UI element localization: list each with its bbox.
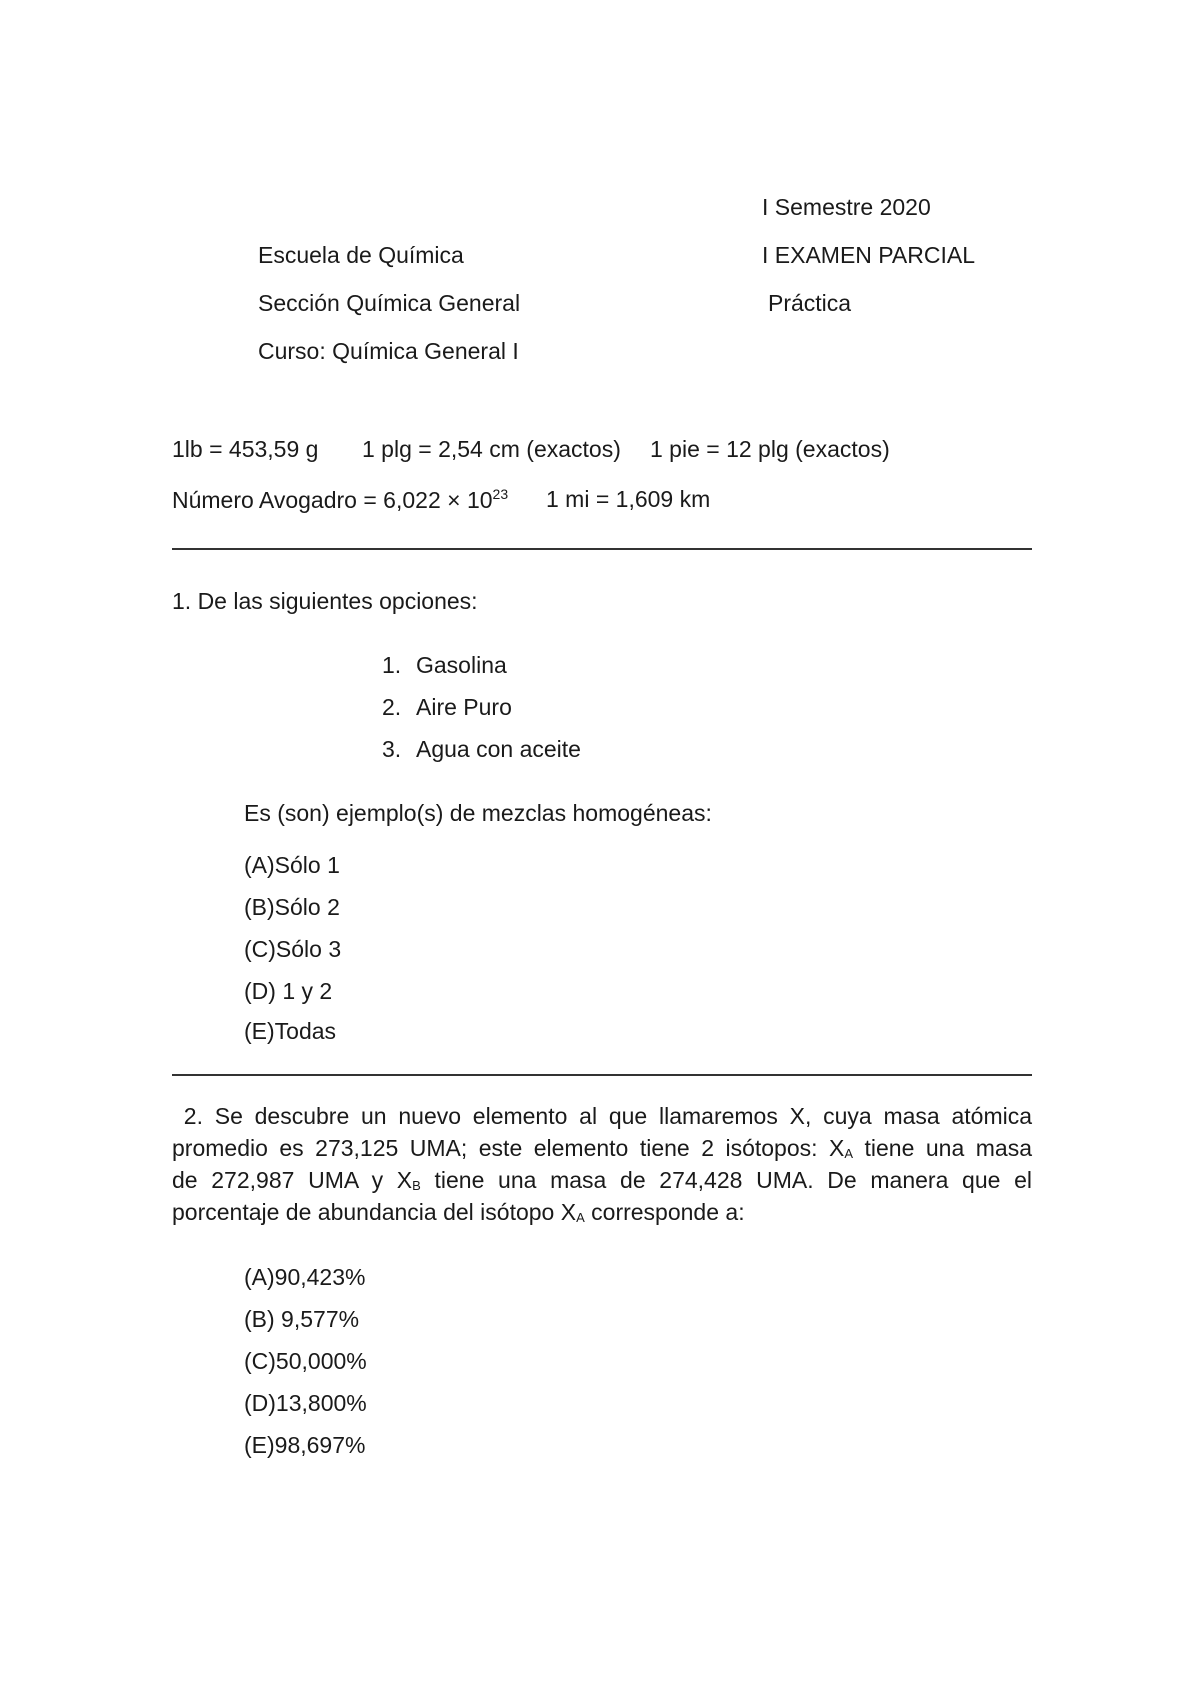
constant-pie: 1 pie = 12 plg (exactos)	[650, 436, 890, 462]
answer-option: (B)Sólo 2	[244, 894, 340, 920]
school-name: Escuela de Química	[258, 242, 464, 268]
course-name: Curso: Química General I	[258, 338, 519, 364]
semester-label: I Semestre 2020	[762, 194, 931, 220]
answer-option: (A)Sólo 1	[244, 852, 340, 878]
divider	[172, 548, 1032, 550]
answer-option: (C)Sólo 3	[244, 936, 342, 962]
answer-option: (D)13,800%	[244, 1390, 367, 1416]
list-item: Aire Puro	[416, 694, 512, 720]
divider	[172, 1074, 1032, 1076]
q2-line-1: 2. Se descubre un nuevo elemento al que llamaremos X, cuya masa atómica	[183, 1103, 1033, 1129]
avogadro-exponent: 23	[492, 486, 509, 502]
list-item-number: 3.	[382, 736, 402, 762]
q2-line-3: de 272,987 UMA y XB tiene una masa de 274,428 UMA. De manera que el	[172, 1167, 1033, 1193]
q2-line-4: porcentaje de abundancia del isótopo XA corresponde a:	[172, 1199, 745, 1225]
q1-prompt: 1. De las siguientes opciones:	[172, 588, 478, 614]
answer-option: (C)50,000%	[244, 1348, 367, 1374]
list-item: Gasolina	[416, 652, 507, 678]
answer-option: (E)Todas	[244, 1018, 337, 1044]
constant-lb: 1lb = 453,59 g	[172, 436, 319, 462]
list-item-number: 1.	[382, 652, 402, 678]
practice-label: Práctica	[768, 290, 852, 316]
list-item-number: 2.	[382, 694, 402, 720]
answer-option: (B) 9,577%	[244, 1306, 360, 1332]
section-name: Sección Química General	[258, 290, 521, 316]
constant-mi: 1 mi = 1,609 km	[546, 486, 711, 512]
list-item: Agua con aceite	[416, 736, 581, 762]
exam-title: I EXAMEN PARCIAL	[762, 242, 976, 268]
q2-line-2: promedio es 273,125 UMA; este elemento tiene 2 isótopos: XA tiene una masa	[172, 1135, 1032, 1161]
constant-avogadro: Número Avogadro = $6,022 \times 10^{23}$	[172, 486, 509, 513]
answer-option: (D) 1 y 2	[244, 978, 333, 1004]
constant-plg: 1 plg = 2,54 cm (exactos)	[362, 436, 621, 462]
answer-option: (A)90,423%	[244, 1264, 366, 1290]
answer-option: (E)98,697%	[244, 1432, 366, 1458]
q1-question: Es (son) ejemplo(s) de mezclas homogéneas:	[244, 800, 712, 826]
